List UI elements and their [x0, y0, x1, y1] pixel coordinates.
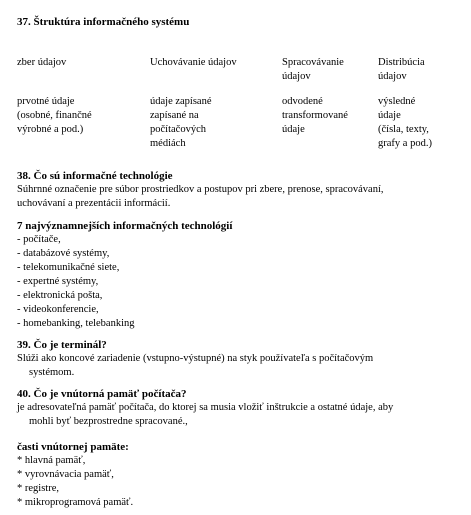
column-4-value-line-3: (čísla, texty, [378, 124, 429, 135]
column-3-header-line-2: údajov [282, 71, 311, 82]
section-40-line-2: mohli byť bezprostredne spracované., [29, 416, 188, 427]
column-4-value-line-1: výsledné [378, 96, 416, 107]
section-40 [17, 387, 465, 429]
section-39-line-2: systémom. [29, 367, 75, 378]
technologies-section [17, 219, 465, 331]
column-3-value-line-1: odvodené [282, 96, 323, 107]
technology-item: - homebanking, telebanking [17, 318, 135, 329]
section-40-title: 40. Čo je vnútorná pamäť počítača? [17, 388, 187, 400]
technology-item: - expertné systémy, [17, 276, 99, 287]
technology-item: - databázové systémy, [17, 248, 110, 259]
column-2-header [150, 56, 237, 70]
section-38 [17, 169, 465, 211]
column-4-value-line-4: grafy a pod.) [378, 138, 432, 149]
technologies-title: 7 najvýznamnejších informačných technológií [17, 220, 233, 232]
section-37-title: 37. Štruktúra informačného systému [17, 16, 190, 28]
column-1-value-line-3: výrobné a pod.) [17, 124, 84, 135]
section-38-line-1: Súhrnné označenie pre súbor prostriedkov a postupov pri zbere, prenose, spracovávaní, [17, 184, 384, 195]
column-2-value-line-1: údaje zapísané [150, 96, 212, 107]
memory-part-item: * registre, [17, 483, 59, 494]
column-4-header [378, 56, 425, 84]
column-2-header-line: Uchovávanie údajov [150, 57, 237, 68]
column-1-header-line: zber údajov [17, 57, 67, 68]
column-4-header-line-1: Distribúcia [378, 57, 425, 68]
column-2-value-line-2: zapísané na [150, 110, 199, 121]
column-2-values [150, 95, 212, 151]
technology-item: - počítače, [17, 234, 61, 245]
column-3-value-line-3: údaje [282, 124, 305, 135]
section-39 [17, 338, 465, 380]
column-1-values [17, 95, 92, 137]
technology-item: - elektronická pošta, [17, 290, 103, 301]
memory-parts-section [17, 440, 465, 510]
column-1-value-line-1: prvotné údaje [17, 96, 75, 107]
column-4-header-line-2: údajov [378, 71, 407, 82]
section-38-line-2: uchovávaní a prezentácii informácií. [17, 198, 171, 209]
column-4-values [378, 95, 432, 151]
memory-parts-title: časti vnútornej pamäte: [17, 441, 129, 453]
section-38-title: 38. Čo sú informačné technológie [17, 170, 173, 182]
column-2-value-line-3: počítačových [150, 124, 206, 135]
memory-part-item: * vyrovnávacia pamäť, [17, 469, 114, 480]
column-3-values [282, 95, 348, 137]
column-2-value-line-4: médiách [150, 138, 186, 149]
section-40-line-1: je adresovateľná pamäť počítača, do ktorej sa musia vložiť inštrukcie a ostatné údaje, aby [17, 402, 394, 413]
column-3-header [282, 56, 344, 84]
technology-item: - videokonferencie, [17, 304, 99, 315]
memory-part-item: * mikroprogramová pamäť. [17, 497, 134, 508]
column-1-value-line-2: (osobné, finančné [17, 110, 92, 121]
column-3-value-line-2: transformované [282, 110, 348, 121]
section-39-line-1: Slúži ako koncové zariadenie (vstupno-výstupné) na styk používateľa s počítačovým [17, 353, 374, 364]
column-3-header-line-1: Spracovávanie [282, 57, 344, 68]
column-4-value-line-2: údaje [378, 110, 401, 121]
section-39-title: 39. Čo je terminál? [17, 339, 107, 351]
memory-part-item: * hlavná pamäť, [17, 455, 86, 466]
technology-item: - telekomunikačné siete, [17, 262, 120, 273]
column-1-header [17, 56, 66, 70]
